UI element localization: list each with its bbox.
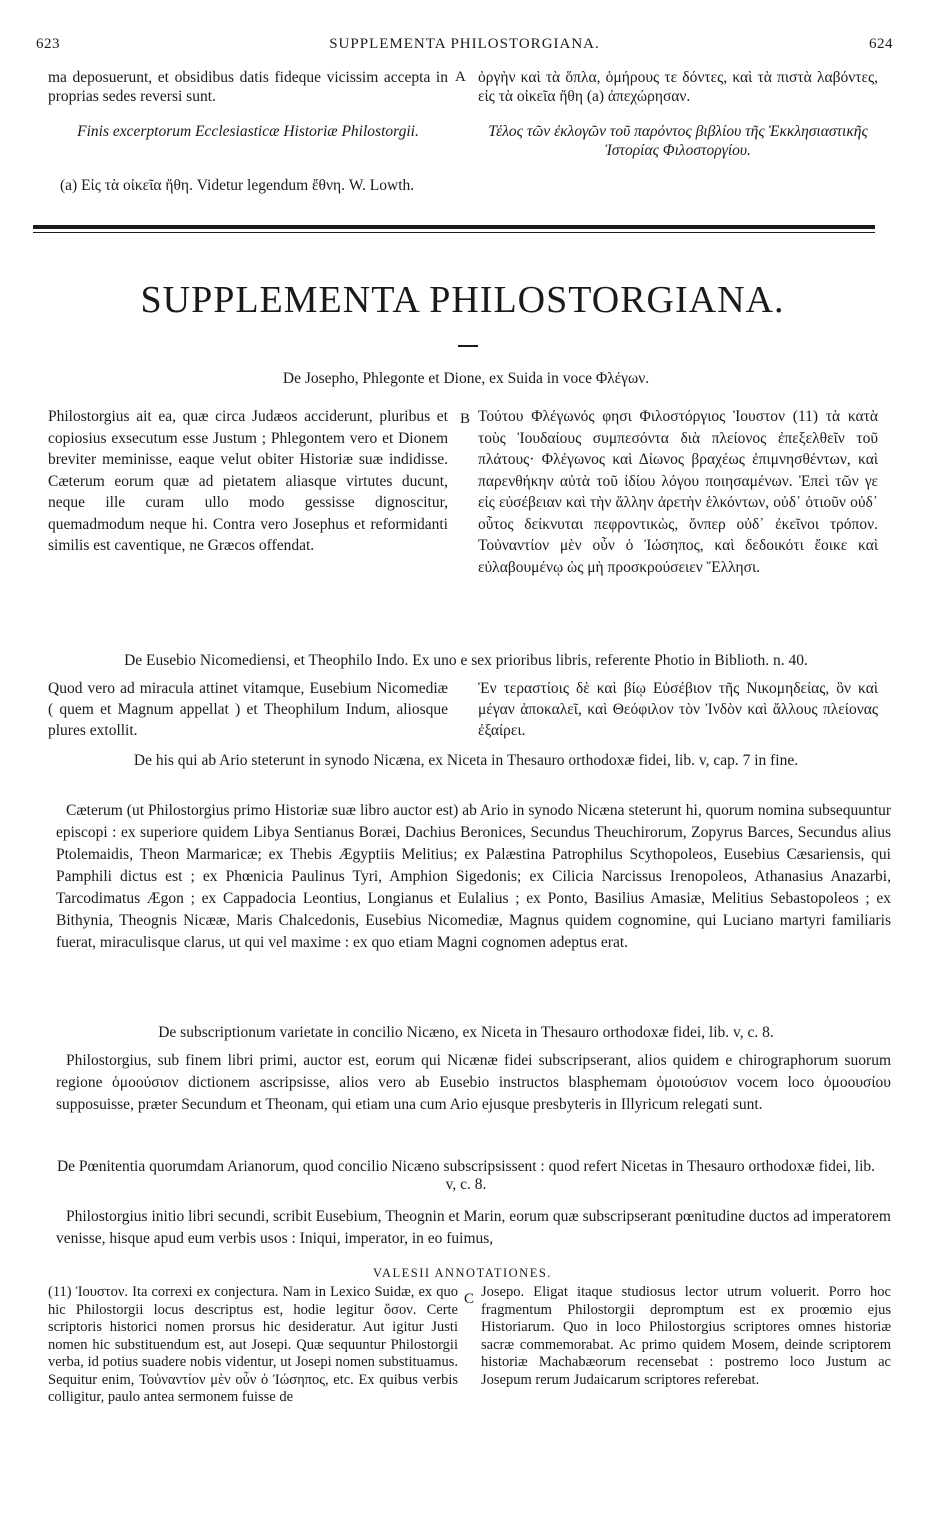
section2-latin: Quod vero ad miracula attinet vitamque, Eusebium Nicomediæ ( quem et Magnum appellat ) et Theophilum Indum, aliosque plures extollit. [48,680,448,739]
section3-heading: De his qui ab Ario steterunt in synodo Nicæna, ex Niceta in Thesauro orthodoxæ fidei, lib. v, cap. 7 in fine. [133,752,799,769]
finis-greek: Τέλος τῶν ἐκλογῶν τοῦ παρόντος βιβλίου τῆς Ἐκκλησιαστικῆς Ἱστορίας Φιλοστοργίου. [488,123,868,159]
section5-text: Philostorgius initio libri secundi, scribit Eusebium, Theognin et Marin, eorum quæ subscripserant pœnitudine ductos ad imperatorem venisse, hisque apud eum verbis usos : Iniqui, imperator, in eo fuimus, [56,1208,891,1247]
main-title: SUPPLEMENTA PHILOSTORGIANA. [140,279,785,321]
page-number-left: 623 [36,36,60,52]
section1-latin: Philostorgius ait ea, quæ circa Judæos acciderunt, pluribus et copiosius exsecutum esse Justum ; Phlegontem vero et Dionem breviter meminisse, eaque velut obiter Historiæ suæ indidisse. Cæterum eorum quæ ad pietatem aliasque virtutes ducunt, neque ille curam ullo modo gessisse dignoscitur, quemadmodum neque hi. Contra vero Josephus et reformidanti similis est caventique, ne Græcos offendat. [48,408,448,554]
top-greek-text: ὀργὴν καὶ τὰ ὅπλα, ὁμήρους τε δόντες, καὶ τὰ πιστὰ λαβόντες, εἰς τὰ οἰκεῖα ἤθη (a) ἀπεχώρησαν. [478,69,878,105]
annotation-left: (11) Ἰουστον. Ita correxi ex conjectura. Nam in Lexico Suidæ, ex quo hic Philostorgii locus descriptus est, hodie legitur ὅσον. Certe scriptoris historici nomen prorsus hic desideratur. Aut igitur Justi nomen hic substituendum est, aut Josepi. Quæ sequuntur Philostorgii verba, id potius suadere nobis videntur, ut Josepi nomen substituamus. Sequitur enim, Τοὐναντίον μὲν οὖν ὁ Ἰώσηπος, etc. Ex quibus verbis colligitur, paulo antea sermonem fuisse de [48,1284,458,1405]
top-latin-text: ma deposuerunt, et obsidibus datis fideque vicissim accepta in proprias sedes reversi sunt. [48,69,448,105]
column-marker-c: C [464,1291,475,1307]
title-dash [458,345,478,347]
section-rule-thin [33,232,875,233]
footnote-a: (a) Εἰς τὰ οἰκεῖα ἤθη. Videtur legendum ἔθνη. W. Lowth. [60,177,415,194]
running-title: SUPPLEMENTA PHILOSTORGIANA. [329,36,600,52]
annotation-right: Josepo. Eligat itaque studiosus lector utrum voluerit. Porro hoc fragmentum Philostorgii depromptum est ex proœmio ejus Historiarum. Quo in loco Philostorgius scriptores omnes historiæ sacræ commemorabat. Ac primo quidem Mosem, deinde scriptorem historiæ Machabæorum recensebat : postremo loco Justum ac Josepum rerum Judaicarum scriptores referebat. [481,1284,891,1388]
section1-heading: De Josepho, Phlegonte et Dione, ex Suida in voce Φλέγων. [282,370,650,387]
section1-greek: Τούτου Φλέγωνός φησι Φιλοστόργιος Ἰουστον (11) τὰ κατὰ τοὺς Ἰουδαίους συμπεσόντα διὰ πλείονος ἐπεξελθεῖν τοῦ πλάτους· Φλέγωνος καὶ Δίωνος βραχέως ἐπιμνησθέντων, καὶ παρενθήκην αὐτὰ τοῦ ἰδίου λόγου ποιησαμένων. Ἐπεὶ τῶν γε εἰς εὐσέβειαν καὶ τὴν ἄλλην ἀρετὴν ἑλκόντων, οὐδ᾽ ὁτιοῦν οὐδ᾽ οὗτος δείκνυται πεφροντικὼς, ὅνπερ οὐδ᾽ ἐκεῖνοι τρόπον. Τοὐναντίον μὲν οὖν ὁ Ἰώσηπος, καὶ δεδοικότι ἔοικε καὶ εὐλαβουμένῳ ὡς μὴ προσκρούσειεν Ἕλλησι. [478,408,878,576]
section5-heading: De Pœnitentia quorumdam Arianorum, quod concilio Nicæno subscripsissent : quod refert Nicetas in Thesauro orthodoxæ fidei, lib. v, c. 8. [56,1158,876,1193]
column-marker-a: A [455,69,466,85]
section3-text: Cæterum (ut Philostorgius primo Historiæ suæ libro auctor est) ab Ario in synodo Nicæna steterunt hi, quorum nomina subsequuntur episcopi : ex superiore quidem Libya Sentianus Boræi, Dachius Beronices, Secundus Theuchirorum, Zopyrus Barces, Secundus alius Ptolemaidis, Theon Marmaricæ; ex Thebis Ægyptiis Melitius; ex Palæstina Patrophilus Scythopoleos, Eusebius Cæsariensis, qui Pamphili dictus est ; ex Phœnicia Paulinus Tyri, Amphion Sigedonis; ex Cilicia Narcissus Irenopoleos, Athanasius Anazarbi, Tarcodimatus Ægon ; ex Cappadocia Leontius, Longianus et Eulalius ; ex Ponto, Basilius Amasiæ, Melitius Sebastopoleos ; ex Bithynia, Theognis Nicææ, Maris Chalcedonis, Eusebius Nicomediæ, Magnus quidem cognomine, qui Luciano martyri familiaris fuerat, miraculisque clarus, ut qui vel maxime : ex quo etiam Magni cognomen adeptus erat. [56,802,891,951]
section2-heading: De Eusebio Nicomediensi, et Theophilo Indo. Ex uno e sex prioribus libris, referente Photio in Biblioth. n. 40. [124,652,808,669]
section4-heading: De subscriptionum varietate in concilio Nicæno, ex Niceta in Thesauro orthodoxæ fidei, lib. v, c. 8. [158,1024,774,1041]
section-rule-thick [33,225,875,229]
section2-greek: Ἐν τεραστίοις δὲ καὶ βίῳ Εὐσέβιον τῆς Νικομηδείας, ὃν καὶ μέγαν ἀποκαλεῖ, καὶ Θεόφιλον τὸν Ἰνδὸν καὶ ἄλλους πλείονας ἐξαίρει. [478,680,878,739]
annotations-title: VALESII ANNOTATIONES. [373,1266,552,1280]
column-marker-b: B [460,411,471,427]
running-head [36,35,893,55]
section4-text: Philostorgius, sub finem libri primi, auctor est, eorum qui Nicænæ fidei subscripserant, alios quidem e chirographorum suorum regione ὁμοούσιον dictionem ascripsisse, alios vero ab Eusebio instructos blasphemam ὁμοιούσιον vocem loco ὁμοουσίου supposuisse, præter Secundum et Theonam, qui etiam una cum Ario ejusque presbyteris in Illyricum relegati sunt. [56,1052,891,1113]
page-number-right: 624 [869,36,893,52]
finis-latin: Finis excerptorum Ecclesiasticæ Historiæ Philostorgii. [77,123,419,140]
